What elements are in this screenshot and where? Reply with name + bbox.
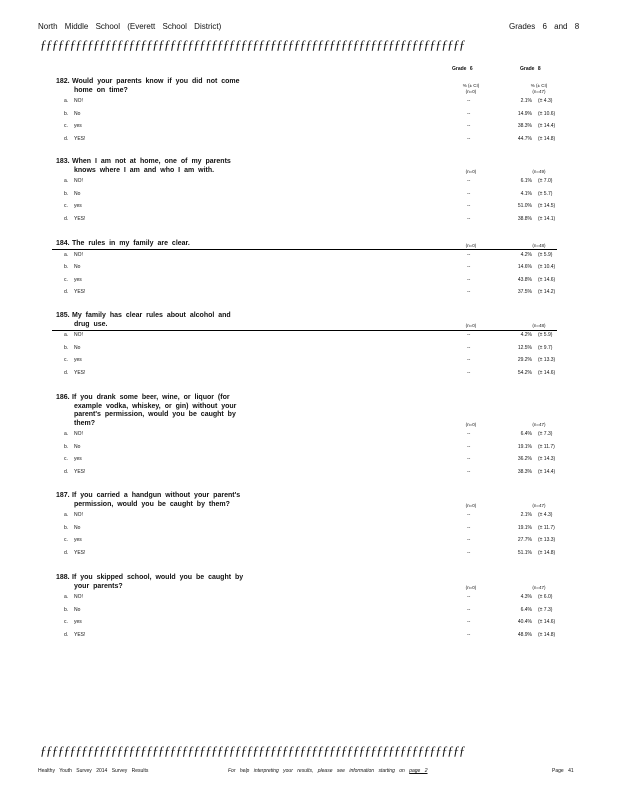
grade8-percent: 48.9% (517, 631, 532, 638)
answer-option (64, 537, 82, 543)
question-line: home on time? (74, 86, 128, 94)
option-letter: b. (64, 443, 69, 450)
option-letter: c. (64, 537, 68, 543)
option-letter: b. (64, 190, 69, 197)
option-label: No (74, 524, 81, 531)
option-label: YES! (74, 549, 86, 556)
grade6-sample-size: (n=0) (465, 323, 477, 328)
grade8-sample-size: (n=48) (532, 323, 546, 328)
grade6-value: -- (467, 215, 471, 222)
question-text (56, 240, 276, 249)
grade6-value: -- (467, 190, 471, 197)
option-letter: a. (64, 178, 69, 184)
grades-label: Grades 6 and 8 (509, 22, 580, 31)
grade6-value: -- (467, 537, 471, 543)
footer-survey-title: Healthy Youth Survey 2014 Survey Results (38, 768, 149, 774)
answer-option (64, 289, 85, 295)
grade8-confidence-interval: (± 5.9) (538, 332, 553, 338)
answer-option (64, 136, 85, 142)
grade6-sample-size: (n=0) (465, 422, 477, 427)
answer-option (64, 444, 80, 450)
answer-option (64, 370, 85, 376)
option-letter: d. (64, 215, 69, 222)
option-letter: a. (64, 251, 69, 258)
answer-option (64, 632, 85, 638)
option-letter: c. (64, 456, 68, 462)
grade6-value: -- (467, 369, 471, 376)
option-letter: a. (64, 332, 69, 338)
grade8-percent: 6.4% (520, 431, 532, 437)
grade6-value: -- (467, 251, 471, 258)
grade8-percent: 36.2% (517, 456, 532, 462)
question-text (56, 394, 276, 428)
grade6-sample-size: (n=0) (465, 503, 477, 508)
grade8-sample-size: (n=47) (532, 585, 546, 590)
answer-option (64, 216, 85, 222)
grade8-confidence-interval: (± 6.0) (538, 594, 553, 600)
answer-option (64, 431, 83, 437)
option-letter: d. (64, 549, 69, 556)
option-letter: a. (64, 512, 69, 518)
option-letter: c. (64, 357, 68, 363)
answer-option (64, 512, 83, 518)
grade8-confidence-interval: (± 14.6) (538, 369, 556, 376)
grade6-value: -- (467, 468, 471, 475)
answer-option (64, 469, 85, 475)
option-letter: d. (64, 369, 69, 376)
option-label: yes (74, 537, 82, 543)
question-line: drug use. (74, 320, 108, 328)
question-line: them? (74, 419, 95, 427)
grade8-percent: 19.1% (517, 524, 532, 531)
answer-option (64, 252, 83, 258)
grade6-column-header: Grade 6 (452, 66, 473, 72)
footer-page-link[interactable]: page 2 (409, 768, 428, 774)
option-label: NO! (74, 98, 83, 104)
grade8-percent: 37.5% (517, 289, 532, 295)
grade8-sample-size: (n=49) (532, 169, 546, 174)
grade8-confidence-interval: (± 5.9) (538, 251, 553, 258)
question-text (56, 312, 276, 329)
grade8-percent: 44.7% (517, 135, 532, 142)
answer-option (64, 550, 85, 556)
grade6-value: -- (467, 178, 471, 184)
question-number: 186. (56, 394, 70, 401)
grade8-percent: 4.2% (520, 332, 532, 338)
grade8-confidence-interval: (± 14.4) (538, 468, 556, 475)
grade8-sample-size: (n=47) (532, 422, 546, 427)
option-label: yes (74, 276, 82, 283)
grade6-value: -- (467, 606, 471, 613)
grade6-value: -- (467, 332, 471, 338)
option-label: YES! (74, 631, 86, 638)
option-label: NO! (74, 431, 83, 437)
option-label: No (74, 110, 81, 117)
answer-option (64, 277, 82, 283)
grade8-percent: 27.7% (517, 537, 532, 543)
grade6-value: -- (467, 456, 471, 462)
answer-option (64, 332, 83, 338)
question-text (56, 158, 276, 175)
grade8-percent: 54.2% (517, 369, 532, 376)
question-text (56, 492, 276, 509)
option-letter: b. (64, 264, 69, 270)
grade6-sample-size: (n=0) (465, 585, 477, 590)
option-label: yes (74, 203, 82, 209)
option-label: No (74, 264, 81, 270)
grade8-confidence-interval: (± 14.8) (538, 631, 556, 638)
option-letter: b. (64, 606, 69, 613)
grade8-percent: 51.1% (517, 549, 532, 556)
grade8-confidence-interval: (± 14.1) (538, 215, 556, 222)
grade8-confidence-interval: (± 14.4) (538, 123, 556, 129)
option-label: No (74, 443, 81, 450)
question-number: 183. (56, 158, 70, 165)
answer-option (64, 619, 82, 625)
grade6-value: -- (467, 619, 471, 625)
grade6-value: -- (467, 357, 471, 363)
grade8-confidence-interval: (± 4.3) (538, 512, 553, 518)
question-line: parent's permission, would you be caught by (74, 411, 236, 418)
grade8-confidence-interval: (± 11.7) (538, 443, 555, 450)
grade8-confidence-interval: (± 13.3) (538, 357, 556, 363)
grade6-value: -- (467, 549, 471, 556)
grade8-sample-size: (n=48) (532, 242, 546, 248)
answer-option (64, 203, 82, 209)
answer-option (64, 191, 80, 197)
footer-help-text: For help interpreting your results, please see information starting on page 2 (228, 768, 428, 774)
grade8-confidence-interval: (± 14.6) (538, 619, 556, 625)
grade6-value: -- (467, 524, 471, 531)
option-letter: a. (64, 431, 69, 437)
option-label: No (74, 344, 81, 351)
question-line: The rules in my family are clear. (72, 240, 190, 247)
grade8-confidence-interval: (± 14.6) (538, 276, 556, 283)
grade8-confidence-interval: (± 14.2) (538, 289, 556, 295)
question-divider (52, 249, 557, 250)
grade8-percent: 51.0% (517, 203, 532, 209)
grade8-confidence-interval: (± 5.7) (538, 190, 553, 197)
option-letter: c. (64, 123, 68, 129)
grade8-percent: 14.9% (517, 110, 532, 117)
grade6-pct-ci-header: % (± CI) (n=0) (462, 83, 480, 94)
grade8-percent: 6.4% (520, 606, 532, 613)
grade6-value: -- (467, 203, 471, 209)
answer-option (64, 525, 80, 531)
grade8-percent: 38.3% (517, 468, 532, 475)
answer-option (64, 594, 83, 600)
answer-option (64, 264, 80, 270)
grade6-sample-size: (n=0) (465, 242, 477, 248)
option-letter: d. (64, 468, 69, 475)
grade6-sample-size: (n=0) (465, 169, 477, 174)
grade8-percent: 14.6% (517, 264, 532, 270)
footer-decoration: ƒƒƒƒƒƒƒƒƒƒƒƒƒƒƒƒƒƒƒƒƒƒƒƒƒƒƒƒƒƒƒƒƒƒƒƒƒƒƒƒƒƒƒƒƒƒƒƒƒƒƒƒƒƒƒƒƒƒƒƒƒƒƒƒƒƒƒƒƒƒƒƒ (40, 744, 465, 758)
grade8-percent: 38.8% (517, 215, 532, 222)
grade8-percent: 40.4% (517, 619, 532, 625)
question-number: 182. (56, 78, 70, 85)
grade8-confidence-interval: (± 7.3) (538, 431, 553, 437)
grade8-confidence-interval: (± 14.8) (538, 135, 556, 142)
option-label: No (74, 606, 81, 613)
option-label: YES! (74, 289, 86, 295)
question-line: example vodka, whiskey, or gin) without your (74, 402, 237, 410)
question-number: 187. (56, 492, 70, 499)
grade8-confidence-interval: (± 9.7) (538, 344, 553, 351)
option-label: YES! (74, 369, 86, 376)
question-line: knows where I am and who I am with. (74, 166, 215, 174)
header-decoration: ƒƒƒƒƒƒƒƒƒƒƒƒƒƒƒƒƒƒƒƒƒƒƒƒƒƒƒƒƒƒƒƒƒƒƒƒƒƒƒƒƒƒƒƒƒƒƒƒƒƒƒƒƒƒƒƒƒƒƒƒƒƒƒƒƒƒƒƒƒƒƒƒ (40, 38, 465, 52)
option-label: yes (74, 456, 82, 462)
question-text (56, 78, 276, 95)
question-line: permission, would you be caught by them? (74, 500, 230, 508)
answer-option (64, 123, 82, 129)
grade8-sample-size: (n=47) (532, 503, 546, 508)
option-label: yes (74, 619, 82, 625)
grade8-column-header: Grade 8 (520, 66, 541, 72)
option-letter: a. (64, 594, 69, 600)
option-label: YES! (74, 215, 86, 222)
grade6-value: -- (467, 123, 471, 129)
grade6-value: -- (467, 443, 471, 450)
grade8-confidence-interval: (± 7.3) (538, 606, 553, 613)
grade8-confidence-interval: (± 14.3) (538, 456, 556, 462)
grade8-percent: 4.1% (520, 190, 532, 197)
grade8-pct-ci-header: % (± CI) (n=47) (530, 83, 548, 94)
grade6-value: -- (467, 264, 471, 270)
grade6-value: -- (467, 594, 471, 600)
grade8-confidence-interval: (± 10.4) (538, 264, 556, 270)
grade8-confidence-interval: (± 14.5) (538, 203, 556, 209)
question-line: If you drank some beer, wine, or liquor (for (72, 394, 230, 401)
grade8-percent: 19.1% (517, 443, 532, 450)
grade6-value: -- (467, 135, 471, 142)
answer-option (64, 178, 83, 184)
grade8-percent: 6.1% (520, 178, 532, 184)
grade8-percent: 4.2% (520, 251, 532, 258)
grade8-confidence-interval: (± 14.8) (538, 549, 556, 556)
question-number: 184. (56, 240, 70, 247)
school-title: North Middle School (Everett School District) (38, 22, 222, 31)
option-label: NO! (74, 251, 83, 258)
answer-option (64, 456, 82, 462)
option-letter: d. (64, 135, 69, 142)
option-label: NO! (74, 594, 83, 600)
grade8-confidence-interval: (± 10.6) (538, 110, 556, 117)
grade8-percent: 38.3% (517, 123, 532, 129)
question-text (56, 574, 276, 591)
answer-option (64, 111, 80, 117)
option-label: yes (74, 357, 82, 363)
question-line: If you carried a handgun without your parent's (72, 492, 241, 499)
grade8-percent: 2.1% (520, 512, 532, 518)
option-letter: b. (64, 344, 69, 351)
grade8-confidence-interval: (± 7.0) (538, 178, 553, 184)
option-letter: d. (64, 631, 69, 638)
grade8-percent: 43.8% (517, 276, 532, 283)
grade8-percent: 29.2% (517, 357, 532, 363)
grade6-value: -- (467, 431, 471, 437)
option-letter: c. (64, 619, 68, 625)
option-label: yes (74, 123, 82, 129)
grade8-confidence-interval: (± 4.3) (538, 98, 553, 104)
footer-page-number: Page 41 (552, 768, 574, 774)
grade6-value: -- (467, 98, 471, 104)
option-label: No (74, 190, 81, 197)
grade6-value: -- (467, 344, 471, 351)
answer-option (64, 98, 83, 104)
question-divider (52, 330, 557, 331)
grade8-confidence-interval: (± 11.7) (538, 524, 555, 531)
option-label: YES! (74, 135, 86, 142)
grade6-value: -- (467, 276, 471, 283)
question-line: When I am not at home, one of my parents (72, 158, 231, 165)
option-label: YES! (74, 468, 86, 475)
option-label: NO! (74, 178, 83, 184)
answer-option (64, 607, 80, 613)
option-letter: c. (64, 203, 68, 209)
question-line: Would your parents know if you did not come (72, 78, 240, 85)
question-number: 185. (56, 312, 70, 319)
option-letter: b. (64, 110, 69, 117)
grade6-value: -- (467, 289, 471, 295)
option-letter: d. (64, 289, 69, 295)
answer-option (64, 345, 80, 351)
grade8-percent: 12.5% (517, 344, 532, 351)
grade6-value: -- (467, 631, 471, 638)
grade6-value: -- (467, 512, 471, 518)
option-label: NO! (74, 512, 83, 518)
answer-option (64, 357, 82, 363)
question-line: your parents? (74, 582, 123, 590)
question-line: My family has clear rules about alcohol and (72, 312, 231, 319)
option-letter: a. (64, 98, 69, 104)
grade8-percent: 2.1% (520, 98, 532, 104)
grade8-confidence-interval: (± 13.3) (538, 537, 556, 543)
option-letter: c. (64, 276, 68, 283)
option-label: NO! (74, 332, 83, 338)
question-number: 188. (56, 574, 70, 581)
option-letter: b. (64, 524, 69, 531)
question-line: If you skipped school, would you be caught by (72, 574, 244, 581)
grade8-percent: 4.3% (520, 594, 532, 600)
grade6-value: -- (467, 110, 471, 117)
